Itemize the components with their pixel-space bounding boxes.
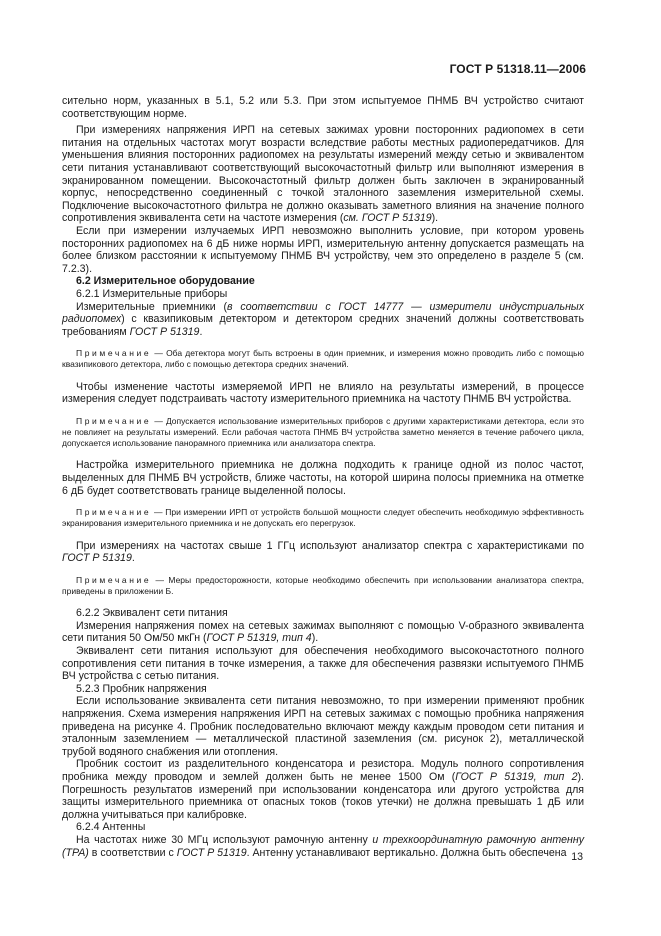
section-heading: 6.2 Измерительное оборудование [76, 275, 255, 288]
page-number: 13 [571, 851, 583, 863]
paragraph: При измерениях на частотах свыше 1 ГГц используют анализатор спектра с характеристиками по ГОСТ Р 51319. [62, 539, 584, 565]
paragraph: Измерения напряжения помех на сетевых зажимах выполняют с помощью V-образного эквивалента сети питания 50 Ом/50 мкГн (ГОСТ Р 51319, тип 4). [62, 619, 584, 645]
paragraph: Эквивалент сети питания используют для обеспечения необходимого высокочастотного полного сопротивления сети питания в точке измерения, а также для обеспечения развязки испытуемого ПНМБ ВЧ устройства с сетью питания. [62, 645, 584, 683]
paragraph: Пробник состоит из разделительного конденсатора и резистора. Модуль полного сопротивления пробника между проводом и землей должен быть не менее 1500 Ом (ГОСТ Р 51319, тип 2). Погрешность результатов измерений при использовании конденсатора или другого устройства для защиты измерительного приемника от опасных токов (токов утечки) не должна превышать 1 дБ или должна учитываться при калибровке. [62, 758, 584, 821]
paragraph: ситeльно норм, указанных в 5.1, 5.2 или 5.3. При этом испытуемое ПНМБ ВЧ устройство считают соответствующим норме. [62, 95, 584, 120]
subsection-heading: 6.2.2 Эквивалент сети питания [76, 607, 228, 620]
note: Примечание — Меры предосторожности, которые необходимо обеспечить при использовании анализатора спектра, приведены в приложении Б. [62, 574, 584, 597]
subsection-heading: 5.2.3 Пробник напряжения [76, 682, 207, 695]
paragraph: Настройка измерительного приемника не должна подходить к границе одной из полос частот, выделенных для ПНМБ ВЧ устройств, ближе частоты, на которой ширина полосы приемника на отметке 6 дБ будет соответствовать границе выделенной полосы. [62, 459, 584, 497]
paragraph: Если при измерении излучаемых ИРП невозможно выполнить условие, при котором уровень посторонних радиопомех на 6 дБ ниже нормы ИРП, измерительную антенну допускается размещать на более близком расстоянии к испытуемому ПНМБ ВЧ устройству, чем это определено в разделе 5 (см. 7.2.3). [62, 224, 584, 275]
note: Примечание — При измерении ИРП от устройств большой мощности следует обеспечить необходимую эффективность экранирования измерительного приемника и не допускать его перегрузок. [62, 507, 584, 529]
subsection-heading: 6.2.4 Антенны [76, 821, 146, 834]
note: Примечание — Оба детектора могут быть встроены в один приемник, и измерения можно проводить либо с помощью квазипикового детектора, либо с помощью детектора средних значений. [62, 348, 584, 370]
paragraph: Если использование эквивалента сети питания невозможно, то при измерении применяют пробник напряжения. Схема измерения напряжения ИРП на сетевых зажимах с помощью пробника напряжения приведена на рисунке 4. Пробник последовательно включают между каждым проводом сети питания и эталонным заземлением — металлической пластиной заземления (см. рисунок 2), металлической трубой водяного снабжения или отопления. [62, 695, 584, 758]
paragraph: При измерениях напряжения ИРП на сетевых зажимах уровни посторонних радиопомех в сети питания на отдельных частотах могут возрасти вследствие работы местных радиопередатчиков. Для уменьшения влияния посторонних радиопомех на результаты измерений между сетью и эквивалентом сети питания устанавливают соответствующий высокочастотный фильтр или выполняют измерения в экранированном помещении. Высокочастотный фильтр должен быть заключен в экранированный корпус, непосредственно соединенный с точкой эталонного заземления измерительной схемы. Подключение высокочастотного фильтра не должно оказывать заметного влияния на значение полного сопротивления эквивалента сети на частоте измерения (см. ГОСТ Р 51319). [62, 124, 584, 225]
paragraph: На частотах ниже 30 МГц используют рамочную антенну и трехкоординатную рамочную антенну (ТРА) в соответствии с ГОСТ Р 51319. Антенну устанавливают вертикально. Должна быть обеспечена [62, 833, 584, 859]
paragraph: Измерительные приемники (в соответствии с ГОСТ 14777 — измерители индустриальных радиопомех) с квазипиковым детектором и детектором средних значений должны соответствовать требованиям ГОСТ Р 51319. [62, 300, 584, 338]
subsection-heading: 6.2.1 Измерительные приборы [76, 287, 228, 300]
paragraph: Чтобы изменение частоты измеряемой ИРП не влияло на результаты измерений, в процессе измерения следует подстраивать частоту измерительного приемника на частоту ПНМБ ВЧ устройства. [62, 380, 584, 406]
note: Примечание — Допускается использование измерительных приборов с другими характеристиками детектора, если это не повлияет на результаты измерений. Если рабочая частота ПНМБ ВЧ устройства заметно меняется в течение рабочего цикла, допускается использование панорамного приемника или анализатора спектра. [62, 415, 584, 449]
page-body [62, 95, 584, 859]
document-header: ГОСТ Р 51318.11—2006 [449, 62, 586, 76]
